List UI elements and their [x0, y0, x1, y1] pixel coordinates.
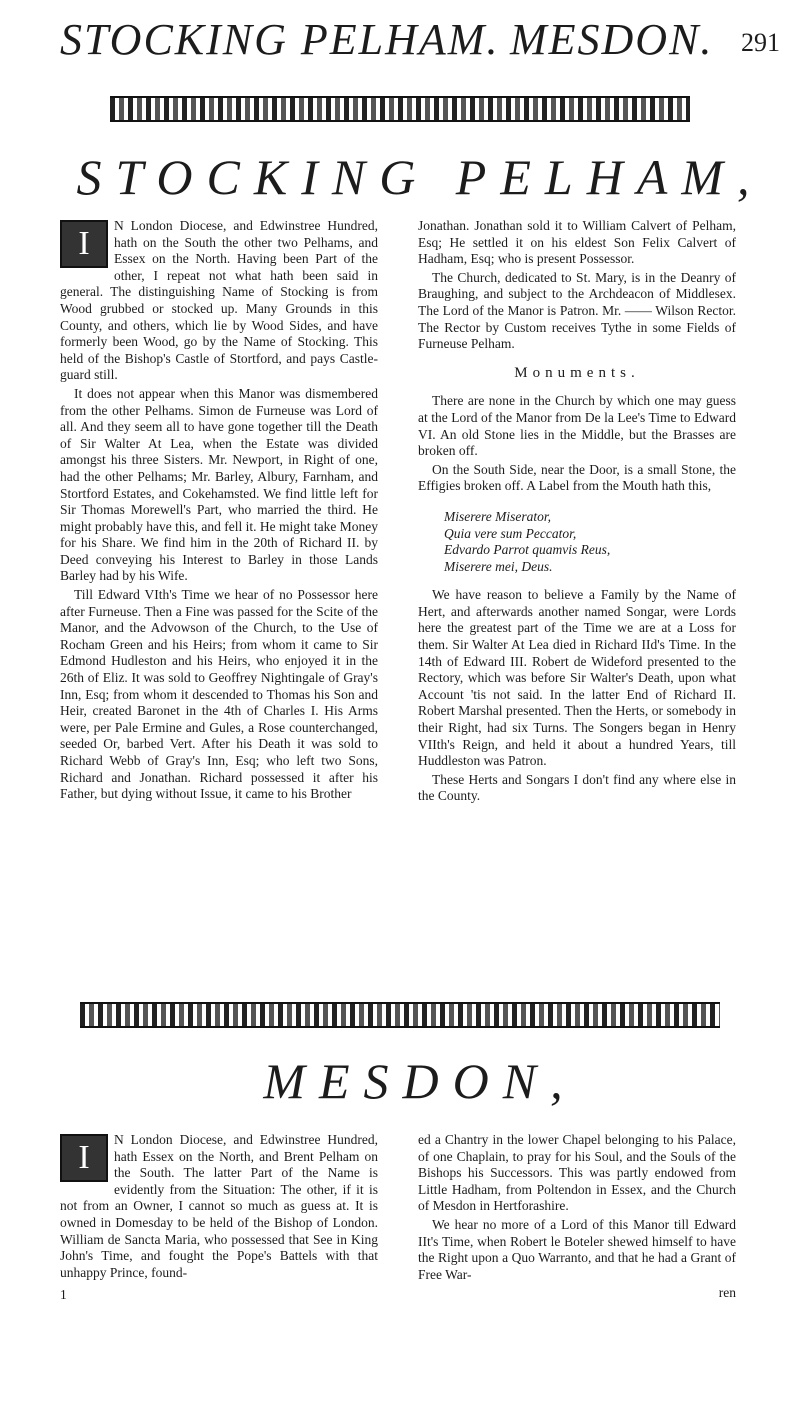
- verse-line: Miserere mei, Deus.: [444, 558, 553, 574]
- paragraph: The Church, dedicated to St. Mary, is in the Deanry of Braughing, and subject to the Archdeacon of Middlesex. The Lord of the Manor is Patron. Mr. —— Wilson Rector. The Rector by Custom receives Tythe in some Fields of Furneuse Pelham.: [418, 269, 736, 352]
- paragraph: Jonathan. Jonathan sold it to William Calvert of Pelham, Esq; He settled it on his eldest Son Felix Calvert of Hadham, Esq; who is present Possessor.: [418, 218, 736, 267]
- paragraph: These Herts and Songars I don't find any where else in the County.: [418, 771, 736, 804]
- dropcap-initial: I: [60, 1134, 108, 1182]
- section1-left-column: [60, 218, 378, 805]
- running-head-left: STOCKING PELHAM.: [60, 15, 500, 64]
- paragraph: We hear no more of a Lord of this Manor till Edward IIt's Time, when Robert le Boteler shewed himself to have the Right upon a Quo Warranto, and that he had a Grant of Free War-: [418, 1216, 736, 1282]
- paragraph: N London Diocese, and Edwinstree Hundred, hath on the South the other two Pelhams, and Essex on the North. Having been Part of the other, I repeat not what hath been said in general. The distinguishing Name of Stocking is from Wood grubbed or stocked up. Many Grounds in this County, and others, which lie by Wood Sides, and have formerly been Wood, go by the Name of Stocking. This held of the Bishop's Castle of Stortford, and pays Castle-guard still.: [60, 218, 378, 383]
- section-title-mesdon: MESDON,: [263, 1053, 577, 1109]
- paragraph: N London Diocese, and Edwinstree Hundred, hath Essex on the North, and Brent Pelham on the South. The latter Part of the Name is evidently from the Situation: The other, if it is not from an Owner, I cannot so much as guess at. It is owned in Domesday to be held of the Bishop of London. William de Sancta Maria, who possessed that See in King John's Time, and fought the Pope's Battels with that unhappy Prince, found-: [60, 1132, 378, 1280]
- section1-right-column: [418, 218, 736, 807]
- ornament-band-top: [110, 96, 690, 122]
- paragraph: We have reason to believe a Family by the Name of Hert, and afterwards another named Songar, were Lords here the greatest part of the Time we are at a Loss for them. Sir Walter At Lea died in Richard IId's Time. In the 14th of Edward III. Robert de Wideford presented to the Rectory, which was before Sir Walter's Death, upon what Account 'tis not said. In the latter End of Richard II. Robert Marshal presented. Then the Herts, or somebody in their Right, had six Turns. The Songers began in Henry VIIth's Reign, and held it about a hundred Years, till Huddleston was Patron.: [418, 587, 736, 769]
- monuments-heading: Monuments.: [514, 364, 640, 381]
- section2-right-column: [418, 1132, 736, 1304]
- running-head: [60, 14, 780, 84]
- paragraph: There are none in the Church by which one may guess at the Lord of the Manor from De la Lee's Time to Edward VI. An old Stone lies in the Middle, but the Brasses are broken off.: [418, 393, 736, 459]
- paragraph: It does not appear when this Manor was dismembered from the other Pelhams. Simon de Furneuse was Lord of all. And they seem all to have gone together till the Death of Sir Walter At Lea, when the Estate was divided amongst his three Sisters. Mr. Newport, in Right of one, had the other Pelhams; Mr. Barley, Albury, Farnham, and Stortford Estates, and Cokehamsted. We find little left for Sir Thomas Morewell's Part, who married the third. He might probably have this, and fell it. He might take Money for his Share. We find him in the 20th of Richard II. by Deed conveying his Interest to Barley in those Lands Barley had by his Wife.: [60, 385, 378, 584]
- page-number: 291: [741, 28, 780, 57]
- paragraph: Till Edward VIth's Time we hear of no Possessor here after Furneuse. Then a Fine was passed for the Scite of the Manor, and the Advowson of the Church, to the Use of Rocham Green and his Heirs; from whom it came to Sir Edmond Hudleston and his Heirs, who enjoyed it in the 26th of Eliz. It was sold to Geoffrey Nightingale of Gray's Inn, Esq; from whom it descended to Thomas his Son and Heir, created Baronet in the 4th of Charles I. His Arms were, per Pale Ermine and Gules, a Rose counterchanged, seeded Or, barbed Vert. After his Death it was sold to Richard Webb of Gray's Inn, Esq; who left two Sons, Richard and Jonathan. Richard possessed it after his Father, but dying without Issue, it came to his Brother: [60, 587, 378, 802]
- signature-mark: 1: [60, 1287, 67, 1303]
- verse-line: Quia vere sum Peccator,: [444, 525, 577, 541]
- verse-line: Miserere Miserator,: [444, 508, 551, 524]
- paragraph: On the South Side, near the Door, is a small Stone, the Effigies broken off. A Label from the Mouth hath this,: [418, 461, 736, 494]
- verse-line: Edvardo Parrot quamvis Reus,: [444, 542, 611, 558]
- catchword: ren: [718, 1285, 736, 1301]
- section-title-stocking-pelham: STOCKING PELHAM,: [76, 149, 764, 205]
- ornament-band-middle: [80, 1002, 720, 1028]
- section2-left-column: [60, 1132, 378, 1306]
- paragraph: ed a Chantry in the lower Chapel belonging to his Palace, of one Chaplain, to pray for his Soul, and the Souls of the Bishops his Successors. This was partly endowed from Little Hadham, from Poltendon in Essex, and the Church of Mesdon in Hertforashire.: [418, 1132, 736, 1214]
- running-head-right: MESDON.: [510, 15, 714, 64]
- dropcap-initial: I: [60, 220, 108, 268]
